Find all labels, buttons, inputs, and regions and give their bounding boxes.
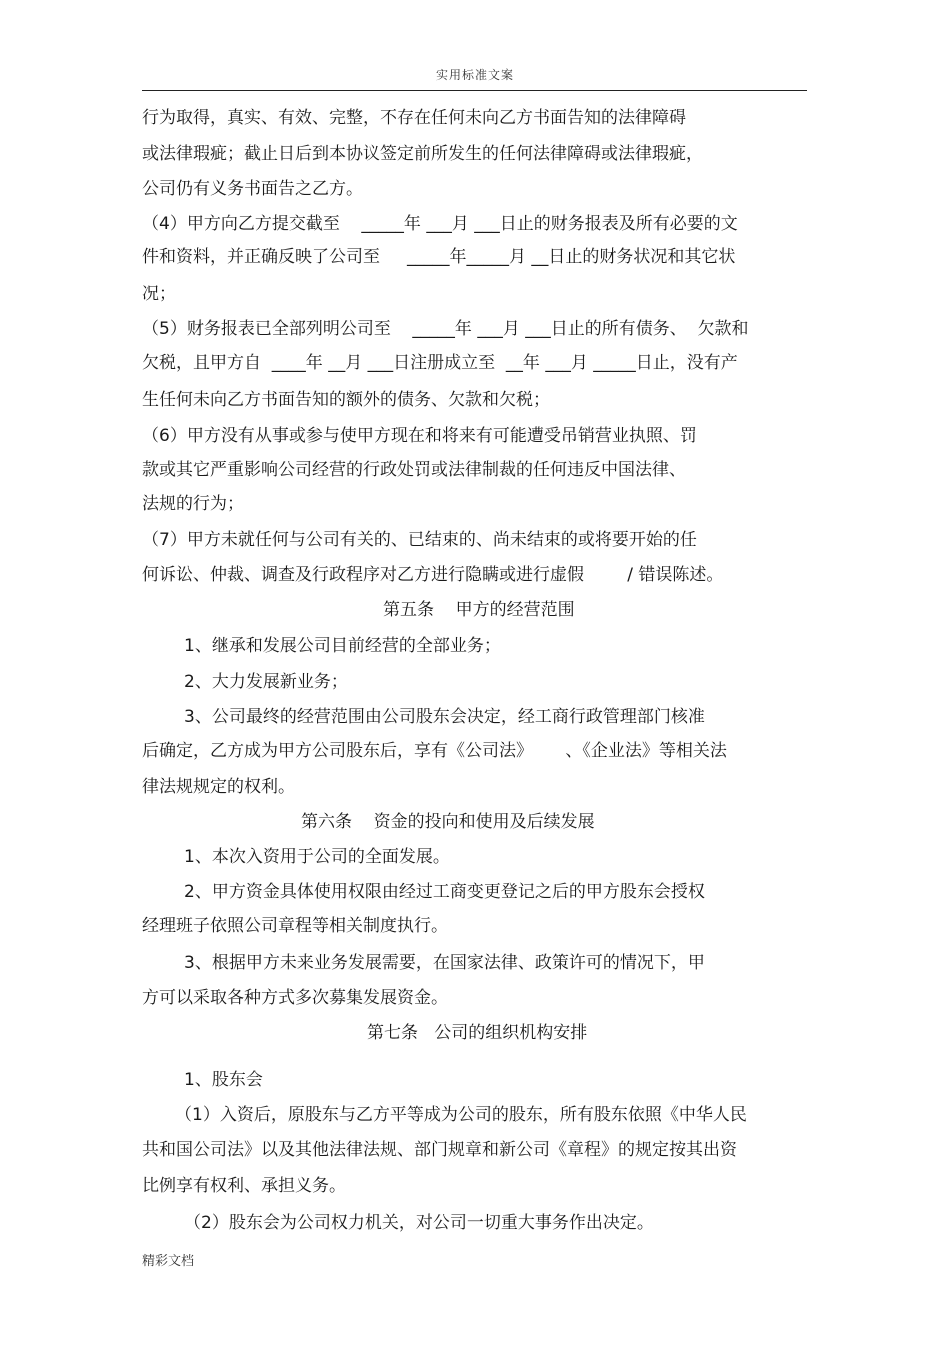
text-line: 款或其它严重影响公司经营的行政处罚或法律制裁的任何违反中国法律、 [142, 460, 686, 480]
text-line: 公司仍有义务书面告之乙方。 [142, 179, 363, 199]
page-footer-text: 精彩文档 [142, 1254, 195, 1269]
text-line: 法规的行为； [142, 494, 244, 514]
text-line: （7）甲方未就任何与公司有关的、已结束的、尚未结束的或将要开始的任 [142, 530, 697, 550]
text-line: 生任何未向乙方书面告知的额外的债务、欠款和欠税； [142, 390, 550, 410]
text-line: 1、股东会 [184, 1070, 263, 1090]
text-line: 何诉讼、仲裁、调查及行政程序对乙方进行隐瞒或进行虚假 / 错误陈述。 [142, 565, 724, 585]
text-line: 2、甲方资金具体使用权限由经过工商变更登记之后的甲方股东会授权 [184, 882, 705, 902]
text-line: 律法规规定的权利。 [142, 777, 295, 797]
text-line: （4）甲方向乙方提交截至 _____年 ___月 ___日止的财务报表及所有必要的文 [142, 214, 738, 234]
text-line: 或法律瑕疵；截止日后到本协议签定前所发生的任何法律障碍或法律瑕疵， [142, 144, 703, 164]
text-line: 欠税，且甲方自 ____年 __月 ___日注册成立至 __年 ___月 _____日止，没有产 [142, 353, 738, 373]
text-line: 方可以采取各种方式多次募集发展资金。 [142, 988, 448, 1008]
text-line: 后确定，乙方成为甲方公司股东后，享有《公司法》 、《企业法》等相关法 [142, 741, 727, 761]
article-heading: 第五条 甲方的经营范围 [383, 600, 575, 620]
text-line: 3、公司最终的经营范围由公司股东会决定，经工商行政管理部门核准 [184, 707, 705, 727]
text-line: （1）入资后，原股东与乙方平等成为公司的股东，所有股东依照《中华人民 [175, 1105, 747, 1125]
text-line: （6）甲方没有从事或参与使甲方现在和将来有可能遭受吊销营业执照、罚 [142, 426, 697, 446]
text-line: 共和国公司法》以及其他法律法规、部门规章和新公司《章程》的规定按其出资 [142, 1140, 737, 1160]
text-line: 件和资料，并正确反映了公司至 _____年_____月 __日止的财务状况和其它状 [142, 247, 736, 267]
text-line: 1、本次入资用于公司的全面发展。 [184, 847, 450, 867]
text-line: 3、根据甲方未来业务发展需要，在国家法律、政策许可的情况下，甲 [184, 953, 705, 973]
article-heading: 第六条 资金的投向和使用及后续发展 [301, 812, 595, 832]
article-heading: 第七条 公司的组织机构安排 [367, 1023, 588, 1043]
text-line: 经理班子依照公司章程等相关制度执行。 [142, 916, 448, 936]
header-divider [142, 90, 807, 91]
text-line: （2）股东会为公司权力机关，对公司一切重大事务作出决定。 [184, 1213, 654, 1233]
page-header-title: 实用标准文案 [435, 68, 514, 82]
text-line: （5）财务报表已全部列明公司至 _____年 ___月 ___日止的所有债务、 欠款和 [142, 319, 749, 339]
text-line: 行为取得，真实、有效、完整，不存在任何未向乙方书面告知的法律障碍 [142, 108, 686, 128]
text-line: 况； [142, 284, 176, 304]
text-line: 2、大力发展新业务； [184, 672, 348, 692]
text-line: 比例享有权利、承担义务。 [142, 1176, 346, 1196]
text-line: 1、继承和发展公司目前经营的全部业务； [184, 636, 501, 656]
